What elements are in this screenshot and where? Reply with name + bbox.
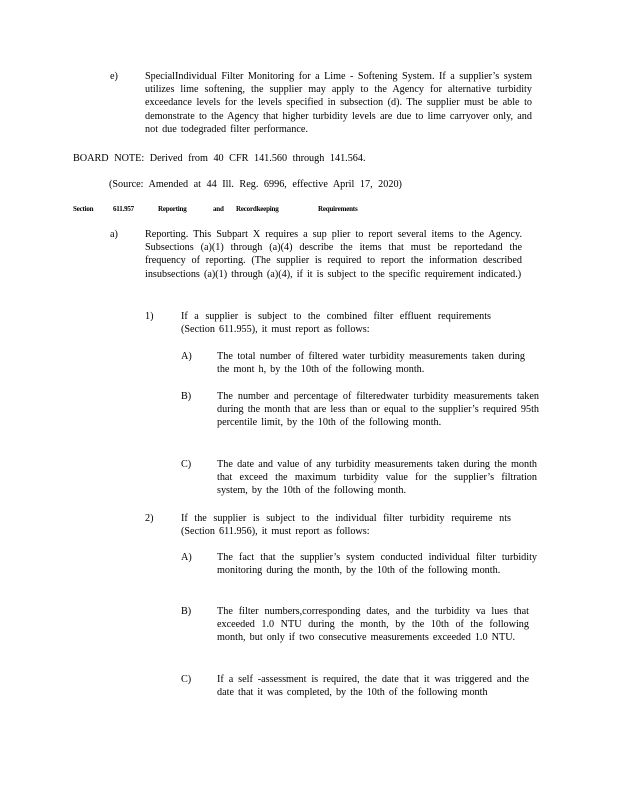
section-title-word-4: Requirements — [318, 205, 358, 213]
paragraph-label-1: 1) — [145, 311, 154, 322]
section-number: 611.957 — [113, 205, 134, 213]
subparagraph-label-2B: B) — [181, 606, 192, 617]
item-text-e: SpecialIndividual Filter Monitoring for a Lime - Softening System. If a supplier’s system utilizes lime softening, the supplier may apply to the Agency for alternative turbidity exceedance levels for the levels specified in subsection (d). The supplier must be able to demonstrate to the Agency that higher turbidity levels are due to lime carryover only, and not due todegraded filter performance. — [145, 71, 532, 135]
subparagraph-text-2C: If a self -assessment is required, the date that it was triggered and the date that it was completed, by the 10th of the following month — [217, 674, 529, 699]
paragraph-text-2: If the supplier is subject to the individual filter turbidity requireme nts (Section 611.956), it must report as follows: — [181, 513, 511, 538]
subparagraph-text-2B: The filter numbers,corresponding dates, and the turbidity va lues that exceeded 1.0 NTU during the month, by the 10th of the following month, but only if two consecutive measurements exceeded 1.0 NTU. — [217, 606, 529, 644]
section-title-word-3: Recordkeeping — [236, 205, 279, 213]
paragraph-label-2: 2) — [145, 513, 154, 524]
subsection-label-a: a) — [110, 229, 118, 240]
source-note: (Source: Amended at 44 Ill. Reg. 6996, effective April 17, 2020) — [109, 179, 402, 190]
subparagraph-text-1A: The total number of filtered water turbidity measurements taken during the mont h, by the 10th of the following month. — [217, 351, 525, 376]
subparagraph-text-1B: The number and percentage of filteredwater turbidity measurements taken during the month that are less than or equal to the supplier’s required 95th percentile limit, by the 10th of the following month. — [217, 391, 539, 429]
board-note: BOARD NOTE: Derived from 40 CFR 141.560 through 141.564. — [73, 153, 366, 164]
section-title-word-1: Reporting — [158, 205, 187, 213]
section-heading — [0, 204, 618, 216]
subparagraph-label-1C: C) — [181, 459, 192, 470]
subparagraph-label-1B: B) — [181, 391, 192, 402]
subparagraph-label-1A: A) — [181, 351, 192, 362]
item-label-e: e) — [110, 71, 118, 82]
paragraph-text-1: If a supplier is subject to the combined filter effluent requirements (Section 611.955), it must report as follows: — [181, 311, 491, 336]
subparagraph-text-2A: The fact that the supplier’s system conducted individual filter turbidity monitoring during the month, by the 10th of the following month. — [217, 552, 537, 577]
subparagraph-label-2C: C) — [181, 674, 192, 685]
subparagraph-label-2A: A) — [181, 552, 192, 563]
subsection-text-a: Reporting. This Subpart X requires a sup plier to report several items to the Agency. Subsections (a)(1) through (a)(4) describe the items that must be reportedand the frequency of reporting. (The supplier is required to report the information described insubsections (a)(1) through (a)(4), if it is subject to the specific requirement indicated.) — [145, 229, 522, 280]
subparagraph-text-1C: The date and value of any turbidity measurements taken during the month that exceed the maximum turbidity value for the supplier’s filtration system, by the 10th of the following month. — [217, 459, 537, 497]
section-label: Section — [73, 205, 94, 213]
section-title-word-2: and — [213, 205, 224, 213]
